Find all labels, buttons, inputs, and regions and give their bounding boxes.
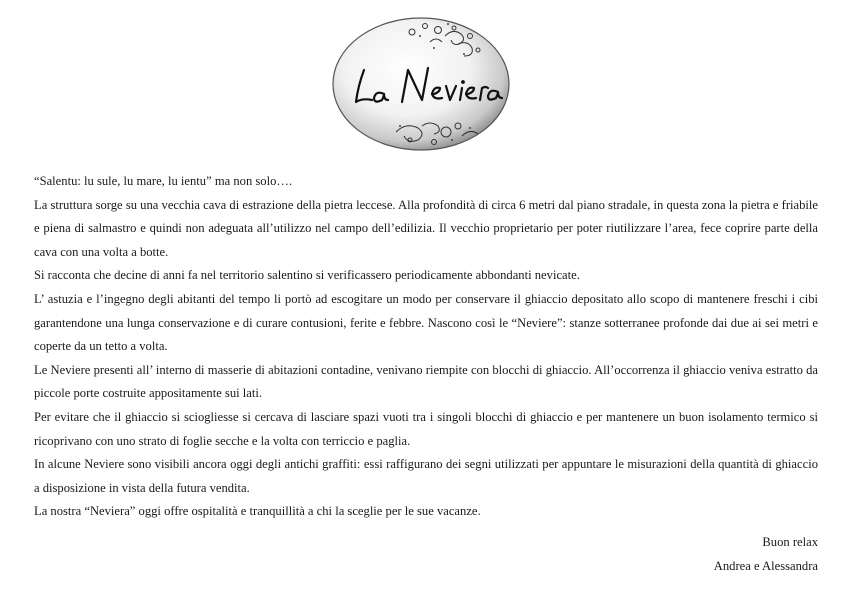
author-names: Andrea e Alessandra bbox=[713, 558, 818, 573]
paragraph-ingenuity: L’ astuzia e l’ingegno degli abitanti del tempo li portò ad escogitare un modo per conservare il ghiaccio depositato allo scopo di mantenere freschi i cibi garantendone una lunga conservazione e di curare contusioni, ferite e febbre. Nascono così le “Neviere”: stanze sotterranee profonde dai due ai sei metri e coperte da un tetto a volta. bbox=[34, 291, 818, 354]
logo bbox=[330, 14, 512, 154]
signature bbox=[518, 531, 818, 578]
oval-stone-logo-icon bbox=[330, 14, 512, 154]
paragraph-structure: La struttura sorge su una vecchia cava di estrazione della pietra leccese. Alla profondità di circa 6 metri dal piano stradale, in questa zona la pietra e friabile e piena di salmastro e quindi non adeguata all’utilizzo nel campo dell’edilizia. Il vecchio proprietario per poter riutilizzare l’area, fece coprire parte della cava con una volta a botte. bbox=[34, 197, 818, 259]
intro-text bbox=[34, 170, 818, 524]
closing-text: Buon relax bbox=[762, 535, 818, 549]
paragraph-hospitality: La nostra “Neviera” oggi offre ospitalità e tranquillità a chi la sceglie per le sue vacanze. bbox=[34, 504, 481, 519]
paragraph-masserie: Le Neviere presenti all’ interno di masserie di abitazioni contadine, venivano riempite con blocchi di ghiaccio. All’occorrenza il ghiaccio veniva estratto da piccole porte costruite appositamente sui lati. bbox=[34, 362, 818, 401]
paragraph-insulation: Per evitare che il ghiaccio si sciogliesse si cercava di lasciare spazi vuoti tra i singoli blocchi di ghiaccio e per mantenere un buon isolamento termico si ricoprivano con uno strato di foglie secche e la volta con terriccio e paglia. bbox=[34, 409, 818, 448]
paragraph-snowfall: Si racconta che decine di anni fa nel territorio salentino si verificassero periodicamente abbondanti nevicate. bbox=[34, 268, 580, 283]
paragraph-quote: “Salentu: lu sule, lu mare, lu ientu” ma non solo…. bbox=[34, 174, 293, 188]
paragraph-graffiti: In alcune Neviere sono visibili ancora oggi degli antichi graffiti: essi raffigurano dei segni utilizzati per appuntare le misurazioni della quantità di ghiaccio a disposizione in vista della futura vendita. bbox=[34, 457, 818, 495]
